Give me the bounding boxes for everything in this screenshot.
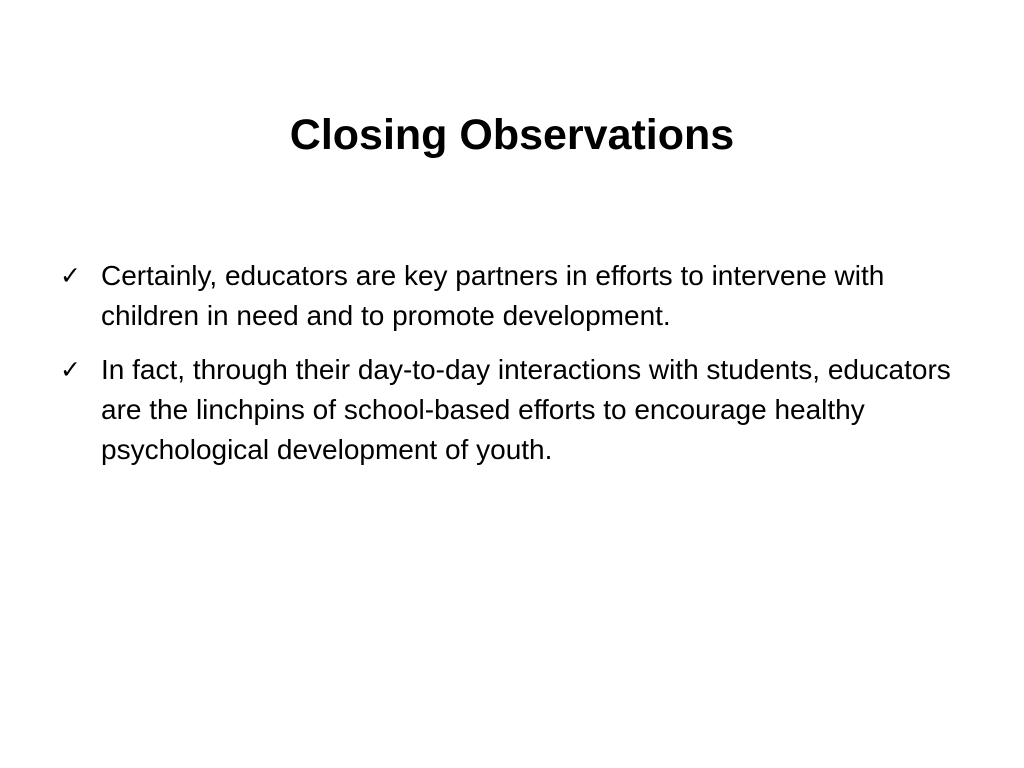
bullet-text: In fact, through their day-to-day interactions with students, educators are the linchpins of school-based efforts to encourage healthy psychological development of youth. bbox=[101, 354, 951, 465]
bullet-text: Certainly, educators are key partners in efforts to intervene with children in need and to promote development. bbox=[101, 260, 885, 331]
check-icon: ✓ bbox=[60, 261, 81, 290]
bullet-list bbox=[60, 256, 960, 484]
check-icon: ✓ bbox=[60, 355, 81, 384]
slide-title: Closing Observations bbox=[289, 111, 735, 159]
bullet-item bbox=[60, 256, 960, 336]
bullet-item bbox=[60, 350, 960, 470]
